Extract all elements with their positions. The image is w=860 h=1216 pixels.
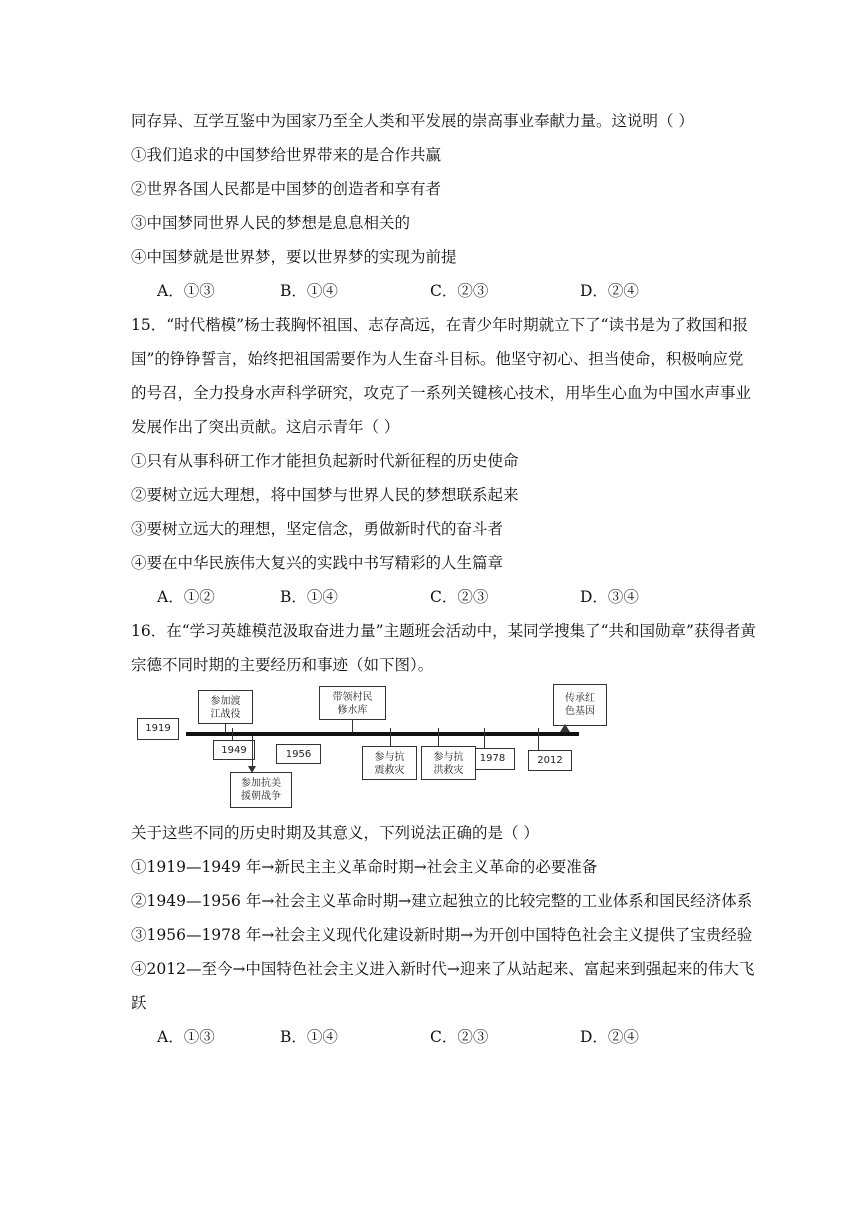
connector-e4 [390,728,391,746]
year-box-1949: 1949 [213,740,255,760]
q16-item-4: ④2012—至今→中国特色社会主义进入新时代→迎来了从站起来、富起来到强起来的伟大飞 [131,960,755,978]
event-text: 洪救灾 [433,765,464,776]
q15-option-d[interactable]: D．③④ [580,588,639,606]
event-korean-war [230,772,292,808]
q16-item-2: ②1949—1956 年→社会主义革命时期→建立起独立的比较完整的工业体系和国民经济体系 [131,892,753,910]
event-text: 参与抗 [374,752,405,763]
q15-option-b[interactable]: B．①④ [280,588,338,606]
q15-option-a[interactable]: A．①② [157,588,215,606]
q14-item-4: ④中国梦就是世界梦，要以世界梦的实现为前提 [131,248,457,266]
tick-1978 [484,728,485,748]
year-box-1978: 1978 [470,748,515,770]
q16-stem-line-1: 16．在“学习英雄模范汲取奋进力量”主题班会活动中，某同学搜集了“共和国勋章”获得者黄 [131,622,756,640]
connector-e3 [352,720,353,733]
timeline-axis [186,732,579,736]
q15-item-4: ④要在中华民族伟大复兴的实践中书写精彩的人生篇章 [131,554,504,572]
event-text: 带领村民 [332,692,373,703]
q14-item-3: ③中国梦同世界人民的梦想是息息相关的 [131,214,411,232]
year-box-1919: 1919 [137,718,179,740]
event-text: 修水库 [337,705,368,716]
q15-item-2: ②要树立远大理想，将中国梦与世界人民的梦想联系起来 [131,486,519,504]
q14-option-a[interactable]: A．①③ [157,282,215,300]
q15-stem-line-2: 国”的铮铮誓言，始终把祖国需要作为人生奋斗目标。他坚守初心、担当使命，积极响应党 [131,350,744,368]
q15-stem-line-1: 15．“时代楷模”杨士莪胸怀祖国、志存高远，在青少年时期就立下了“读书是为了救国和报 [131,316,748,334]
q16-option-a[interactable]: A．①③ [157,1028,215,1046]
connector-e5 [438,728,439,746]
q16-item-4-wrap: 跃 [131,994,147,1012]
q15-option-c[interactable]: C．②③ [430,588,489,606]
q14-option-b[interactable]: B．①④ [280,282,338,300]
event-text: 震救灾 [374,765,405,776]
q15-item-1: ①只有从事科研工作才能担负起新时代新征程的历史使命 [131,452,519,470]
event-text: 援朝战争 [241,791,281,802]
event-text: 色基因 [565,706,595,717]
event-crossing-river-campaign [198,690,253,724]
q14-option-c[interactable]: C．②③ [430,282,489,300]
q14-option-d[interactable]: D．②④ [580,282,639,300]
connector-e2 [252,736,253,766]
event-text: 参加抗美 [241,778,281,789]
tick-2012 [538,728,539,750]
connector-e1 [225,724,226,733]
q16-option-c[interactable]: C．②③ [430,1028,489,1046]
q14-item-2: ②世界各国人民都是中国梦的创造者和享有者 [131,180,442,198]
q16-item-3: ③1956—1978 年→社会主义现代化建设新时期→为开创中国特色社会主义提供了宝贵经验 [131,926,753,944]
year-box-2012: 2012 [528,750,572,771]
q16-item-1: ①1919—1949 年→新民主主义革命时期→社会主义革命的必要准备 [131,858,598,876]
event-text: 参加渡 [210,696,241,707]
q15-stem-line-4: 发展作出了突出贡献。这启示青年（ ） [131,418,400,436]
event-text: 参与抗 [433,752,464,763]
year-box-1956: 1956 [276,744,321,764]
q15-stem-line-3: 的号召，全力投身水声科学研究，攻克了一系列关键核心技术，用毕生心血为中国水声事业 [131,384,752,402]
q16-option-d[interactable]: D．②④ [580,1028,639,1046]
q16-stem-line-2: 宗德不同时期的主要经历和事迹（如下图）。 [131,656,434,674]
q16-question: 关于这些不同的历史时期及其意义，下列说法正确的是（ ） [131,824,539,842]
event-flood-relief [421,746,476,780]
event-text: 传承红 [565,693,595,704]
q14-item-1: ①我们追求的中国梦给世界带来的是合作共赢 [131,146,442,164]
event-earthquake-relief [362,746,417,780]
event-reservoir [319,686,386,720]
event-text: 江战役 [210,709,241,720]
arrow-e6 [560,724,570,732]
event-red-gene [553,684,607,726]
q16-option-b[interactable]: B．①④ [280,1028,338,1046]
q15-item-3: ③要树立远大的理想，坚定信念，勇做新时代的奋斗者 [131,520,504,538]
q14-stem-tail: 同存异、互学互鉴中为国家乃至全人类和平发展的崇高事业奉献力量。这说明（ ） [131,112,694,130]
tick-1949 [232,728,233,740]
